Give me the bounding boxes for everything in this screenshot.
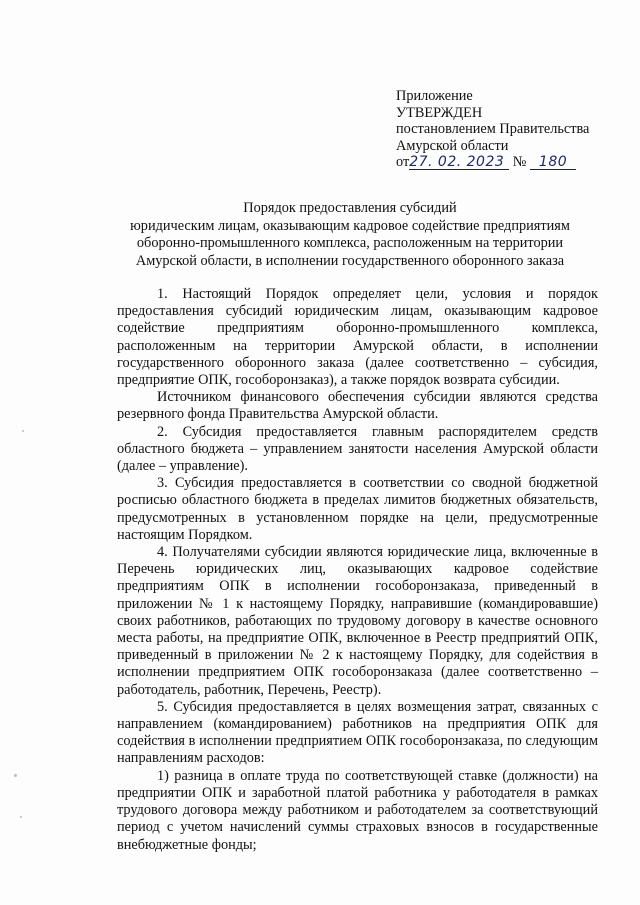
handwritten-date: 27. 02. 2023 (409, 155, 509, 170)
approval-approved-label: УТВЕРЖДЕН (396, 104, 483, 121)
paragraph-1: 1. Настоящий Порядок определяет цели, условия и порядок предоставления субсидий юридическим лицам, оказывающим кадровое содействие предприятиям оборонно-промышленного комплекса, расположенным на территории Амурской области, в исполнении государственного оборонного заказа (далее соответственно – субсидия, предприятие ОПК, гособоронзаказ), а также порядок возврата субсидии. (117, 286, 598, 389)
paragraph-funding-source: Источником финансового обеспечения субсидии являются средства резервного фонда Правительства Амурской области. (117, 389, 598, 423)
date-prefix: от (396, 154, 410, 170)
title-line-2: юридическим лицам, оказывающим кадровое содействие предприятиям (130, 217, 570, 234)
scan-speck (20, 816, 22, 818)
document-body (117, 286, 598, 854)
approval-region-label: Амурской области (396, 137, 509, 154)
document-title (100, 200, 600, 270)
paragraph-3: 3. Субсидия предоставляется в соответствии со сводной бюджетной росписью областного бюджета в пределах лимитов бюджетных обязательств, предусмотренных в установленном порядке на цели, предусмотренные настоящим Порядком. (117, 475, 598, 543)
approval-block (396, 88, 626, 171)
number-label: № (512, 154, 527, 170)
title-line-4: Амурской области, в исполнении государственного оборонного заказа (135, 252, 565, 269)
paragraph-4: 4. Получателями субсидии являются юридические лица, включенные в Перечень юридических лиц, оказывающих кадровое содействие предприятиям ОПК в исполнении гособоронзаказа, приведенный в приложении № 1 к настоящему Порядку, направившие (командировавшие) своих работников, работающих по трудовому договору в качестве основного места работы, на предприятие ОПК, включенное в Реестр предприятий ОПК, приведенный в приложении № 2 к настоящему Порядку, для содействия в исполнении предприятием ОПК гособоронзаказа (далее соответственно – работодатель, работник, Перечень, Реестр). (117, 544, 598, 698)
approval-date-number-line (396, 154, 626, 171)
title-line-3: оборонно-промышленного комплекса, расположенным на территории (136, 235, 564, 251)
handwritten-number: 180 (530, 155, 576, 170)
scan-speck (14, 774, 17, 777)
paragraph-5: 5. Субсидия предоставляется в целях возмещения затрат, связанных с направлением (командированием) работников на предприятия ОПК для содействия в исполнении предприятием ОПК гособоронзаказа, по следующим направлениям расходов: (117, 698, 598, 767)
title-line-1: Порядок предоставления субсидий (243, 200, 457, 216)
paragraph-2: 2. Субсидия предоставляется главным распорядителем средств областного бюджета – управлением занятости населения Амурской области (далее – управление). (117, 423, 598, 475)
approval-appendix-label: Приложение (396, 88, 473, 104)
paragraph-5-item-1: 1) разница в оплате труда по соответствующей ставке (должности) на предприятии ОПК и заработной платой работника у работодателя в рамках трудового договора между работником и работодателем за соответствующий период с учетом начислений суммы страховых взносов в государственные внебюджетные фонды; (117, 767, 598, 853)
scan-speck (22, 430, 24, 432)
approval-resolution-label: постановлением Правительства (396, 121, 590, 137)
